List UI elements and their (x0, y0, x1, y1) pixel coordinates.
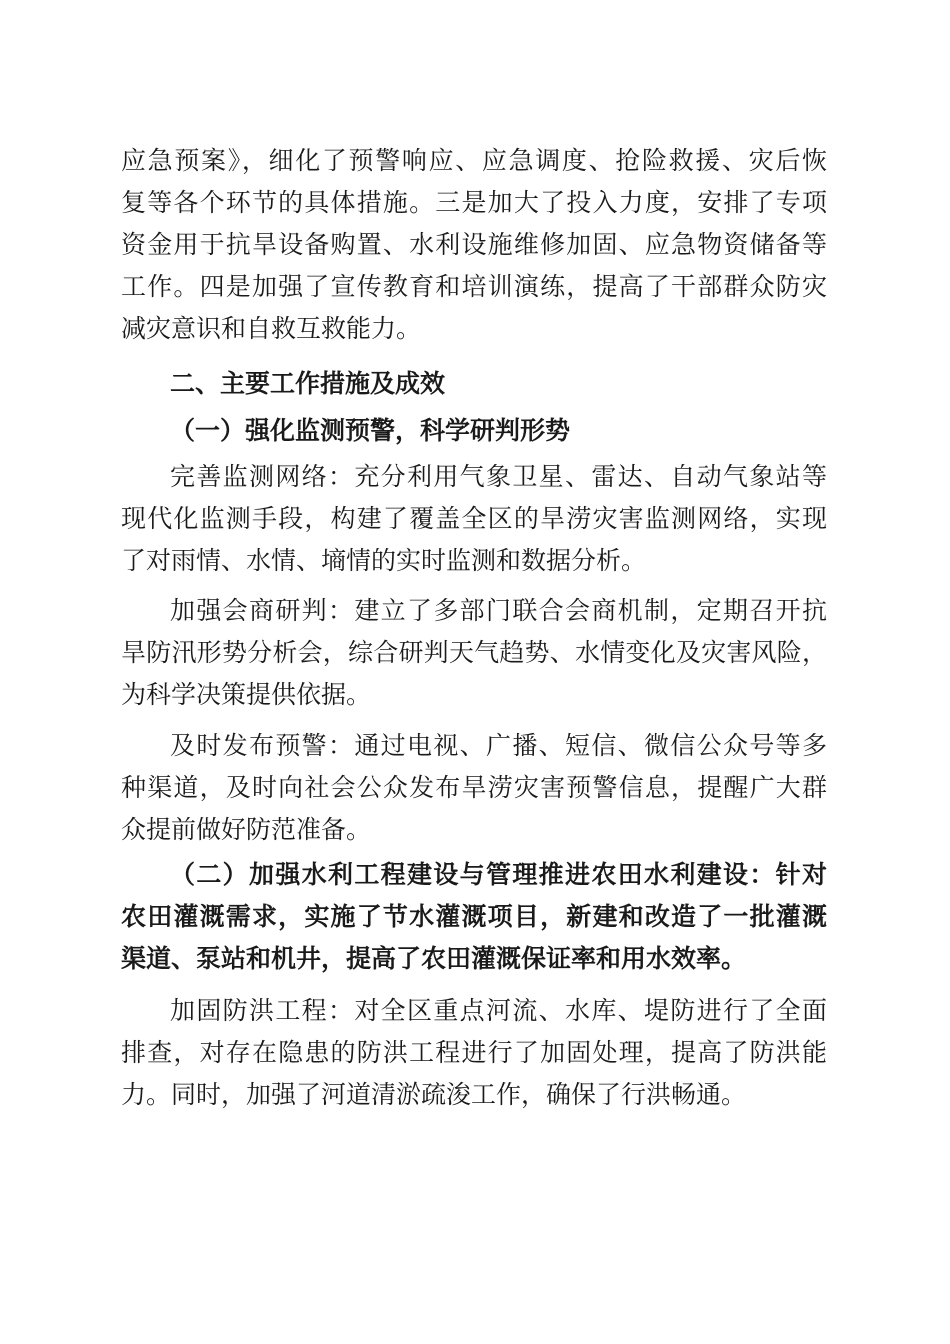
text-line: 复等各个环节的具体措施。三是加大了投入力度，安排了专项 (121, 188, 827, 217)
text-line: 应急预案》，细化了预警响应、应急调度、抢险救援、灾后恢 (121, 146, 827, 175)
subsection-heading: （一）强化监测预警，科学研判形势 (170, 416, 571, 445)
text-line: 排查，对存在隐患的防洪工程进行了加固处理，提高了防洪能 (121, 1038, 827, 1067)
text-line: 工作。四是加强了宣传教育和培训演练，提高了干部群众防灾 (121, 272, 827, 301)
paragraph-monitoring (121, 456, 827, 582)
text-line: 加固防洪工程：对全区重点河流、水库、堤防进行了全面 (170, 996, 827, 1025)
text-line: 减灾意识和自救互救能力。 (121, 314, 422, 343)
text-line: 渠道、泵站和机井，提高了农田灌溉保证率和用水效率。 (121, 944, 747, 973)
text-line: 众提前做好防范准备。 (121, 815, 372, 844)
paragraph-consultation (121, 590, 827, 716)
text-line: 现代化监测手段，构建了覆盖全区的旱涝灾害监测网络，实现 (121, 504, 827, 533)
text-line: 种渠道，及时向社会公众发布旱涝灾害预警信息，提醒广大群 (121, 773, 827, 802)
paragraph-intro (121, 140, 827, 350)
text-line: （二）加强水利工程建设与管理推进农田水利建设：针对 (170, 860, 827, 889)
text-line: 了对雨情、水情、墒情的实时监测和数据分析。 (121, 546, 647, 575)
text-line: 及时发布预警：通过电视、广播、短信、微信公众号等多 (170, 731, 827, 760)
paragraph-flood-control (121, 990, 827, 1116)
text-line: 完善监测网络：充分利用气象卫星、雷达、自动气象站等 (170, 462, 827, 491)
text-line: 农田灌溉需求，实施了节水灌溉项目，新建和改造了一批灌溉 (121, 902, 827, 931)
text-line: 旱防汛形势分析会，综合研判天气趋势、水情变化及灾害风险， (121, 638, 827, 667)
text-line: 加强会商研判：建立了多部门联合会商机制，定期召开抗 (170, 596, 827, 625)
paragraph-warning (121, 725, 827, 851)
text-line: 资金用于抗旱设备购置、水利设施维修加固、应急物资储备等 (121, 230, 827, 259)
paragraph-water-conservancy (121, 854, 827, 980)
text-line: 为科学决策提供依据。 (121, 680, 372, 709)
section-heading: 二、主要工作措施及成效 (170, 369, 446, 398)
text-line: 力。同时，加强了河道清淤疏浚工作，确保了行洪畅通。 (121, 1080, 747, 1109)
